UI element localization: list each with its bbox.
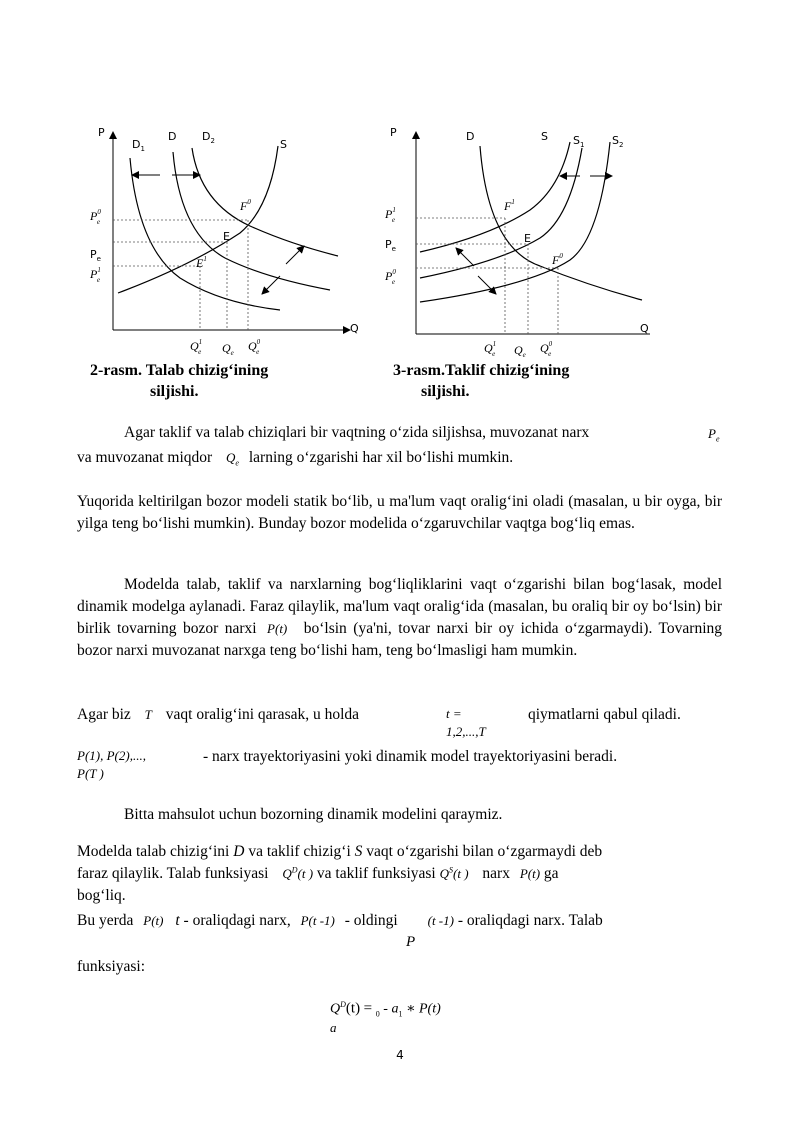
label-e: E bbox=[524, 232, 531, 245]
figure-3-caption bbox=[393, 360, 569, 402]
paragraph-1-line-2 bbox=[77, 449, 513, 468]
label-d: D bbox=[168, 130, 177, 143]
p8-math-P: P bbox=[406, 934, 416, 950]
paragraph-7-line-1: Modelda talab chizig‘ini D va taklif chizig‘i S vaqt o‘zgarishi bilan o‘zgarmaydi deb bbox=[77, 843, 603, 860]
paragraph-3: Modelda talab, taklif va narxlarning bog‘liqliklarini vaqt o‘zgarishi bilan bog‘lasak, model dinamik modelga aylanadi. Faraz qilaylik, ma'lum vaqt oralig‘ida (masalan, bu oraliq bir oy bo‘lsin) bir birlik tovarning bozor narxi P(t) bo‘lsin (ya'ni, tovar narxi bir oy ichida o‘zgarmaydi). Tovarning bozor narxi muvozanat narxga teng bo‘lishi ham, teng bo‘lmasligi ham mumkin. bbox=[77, 576, 722, 659]
p5-math-2: P(T ) bbox=[77, 766, 104, 781]
figure-3-supply-shift bbox=[380, 118, 680, 358]
equation-a: a bbox=[330, 1020, 337, 1035]
figure-2-demand-shift bbox=[80, 118, 380, 358]
paragraph-8: Bu yerda P(t) t - oraliqdagi narx, P(t -1) - oldingi (t -1) - oraliqdagi narx. Talab bbox=[77, 912, 603, 929]
label-qe: $Q_e$ bbox=[222, 341, 234, 357]
p1-text-b: va muvozanat miqdor bbox=[77, 449, 213, 466]
p4-math-t2: 1,2,...,T bbox=[446, 724, 486, 739]
label-f0: $F^0$ bbox=[552, 252, 563, 267]
p5-math-1: P(1), P(2),..., bbox=[77, 748, 146, 763]
page-number: 4 bbox=[396, 1048, 404, 1062]
paragraph-1-line-1 bbox=[124, 424, 589, 442]
label-pe0: $P^0$ e bbox=[90, 208, 101, 226]
label-pe1: $P^1$ e bbox=[385, 206, 396, 224]
arrow-up-right bbox=[286, 246, 304, 264]
label-pe: $P_e$ bbox=[385, 238, 396, 253]
supply-curve-s2 bbox=[420, 142, 610, 302]
p5-text: - narx trayektoriyasini yoki dinamik model trayektoriyasini beradi. bbox=[203, 748, 618, 765]
demand-curve-d2 bbox=[192, 148, 338, 256]
figure-2-caption-line1: 2-rasm. Talab chizig‘ining bbox=[90, 362, 269, 379]
axis-q-label: Q bbox=[640, 322, 649, 335]
figure-3-caption-line2: siljishi. bbox=[421, 383, 470, 400]
label-e1: $E^1$ bbox=[196, 255, 207, 270]
figure-2-caption-line2: siljishi. bbox=[150, 383, 199, 400]
arrow-down-left bbox=[262, 276, 280, 294]
label-s: S bbox=[541, 130, 548, 143]
label-qe0: $Q^0$ e bbox=[248, 338, 261, 356]
label-s1: $S_1$ bbox=[573, 134, 585, 149]
paragraph-7-line-3: bog‘liq. bbox=[77, 887, 126, 904]
arrow-up-left bbox=[456, 248, 474, 266]
label-f0: $F^0$ bbox=[240, 198, 251, 213]
p4-math-t1: t = bbox=[446, 706, 462, 721]
label-f1: $F^1$ bbox=[504, 198, 515, 213]
demand-curve-d1 bbox=[130, 158, 280, 310]
label-pe: $P_e$ bbox=[90, 248, 101, 263]
figure-2-caption bbox=[90, 360, 268, 402]
supply-curve-s1 bbox=[420, 142, 570, 252]
figure-3-caption-line1: 3-rasm.Taklif chizig‘ining bbox=[393, 362, 570, 379]
label-qe1: $Q^1$ e bbox=[190, 338, 203, 356]
label-qe0: $Q^0$ e bbox=[540, 340, 553, 358]
p4-text-c: qiymatlarni qabul qiladi. bbox=[528, 706, 681, 723]
axis-p-label: P bbox=[98, 126, 105, 139]
paragraph-4: Agar biz T vaqt oralig‘ini qarasak, u holda bbox=[77, 706, 360, 723]
label-d1: $D_1$ bbox=[132, 138, 145, 153]
label-qe1: $Q^1$ e bbox=[484, 340, 497, 358]
axis-p-label: P bbox=[390, 126, 397, 139]
axis-q-label: Q bbox=[350, 322, 359, 335]
p3-math-pt: P(t) bbox=[267, 621, 288, 636]
p1-text-c: larning o‘zgarishi har xil bo‘lishi mumkin. bbox=[248, 449, 514, 466]
p1-math-qe: $Q_e$ bbox=[226, 450, 239, 468]
label-d: D bbox=[466, 130, 475, 143]
demand-equation: $Q^D(t) = _0 - a_1$ ∗ P(t) bbox=[330, 1000, 441, 1019]
paragraph-2: Yuqorida keltirilgan bozor modeli statik bo‘lib, u ma'lum vaqt oralig‘ini oladi (masalan, u bir oyga, bir yilga teng bo‘lishi mumkin). Bunday bozor modelida o‘zgaruvchilar vaqtga bog‘liq emas. bbox=[77, 493, 722, 532]
paragraph-6: Bitta mahsulot uchun bozorning dinamik modelini qaraymiz. bbox=[124, 806, 503, 823]
label-s2: $S_2$ bbox=[612, 134, 624, 149]
paragraph-7-line-2: faraz qilaylik. Talab funksiyasi $Q^D(t$ ) va taklif funksiyasi $Q^S(t$ ) narx P(t) ga bbox=[77, 865, 559, 882]
label-d2: $D_2$ bbox=[202, 130, 215, 145]
paragraph-9: funksiyasi: bbox=[77, 958, 146, 975]
label-pe1: $P^1$ e bbox=[90, 266, 101, 284]
label-e: E bbox=[223, 230, 230, 243]
label-pe0: $P^0$ e bbox=[385, 268, 396, 286]
p1-text-a: Agar taklif va talab chiziqlari bir vaqtning o‘zida siljishsa, muvozanat narx bbox=[124, 424, 590, 441]
p1-math-pe: $P_e$ bbox=[708, 426, 720, 444]
label-s: S bbox=[280, 138, 287, 151]
label-qe: $Q_e$ bbox=[514, 343, 526, 358]
